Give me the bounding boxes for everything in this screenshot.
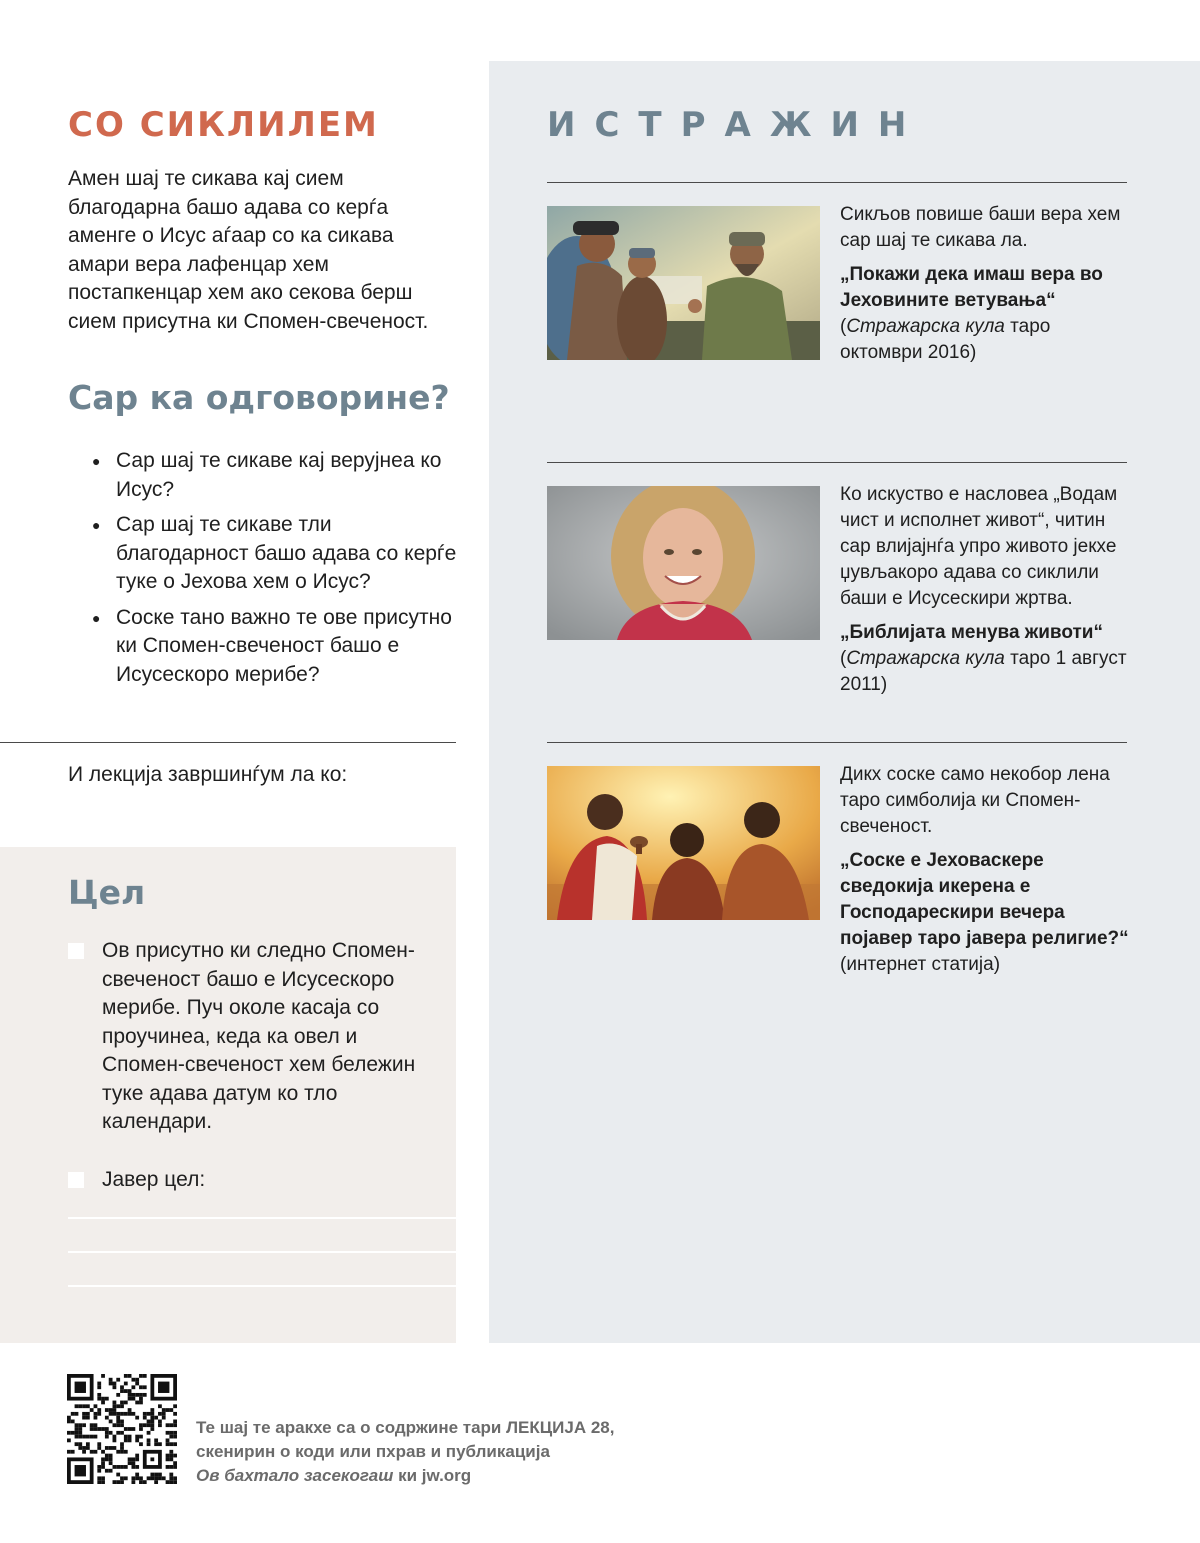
writing-line[interactable] — [68, 1217, 456, 1219]
writing-line[interactable] — [68, 1251, 456, 1253]
reference-title: „Соске е Јеховаскере сведокија икерена е Господарескири вечера појавер таро јавера религие?“ — [840, 850, 1129, 949]
publication-name: Стражарска кула — [846, 316, 1005, 337]
learned-text: Амен шај те сикава кај сием благодарна башо адава со керѓа аменге о Исус аѓаар со ка сикава амари вера лафенцар хем постапкенцар хем ако секова берш сием присутна ки Спомен-свеченост. — [68, 167, 429, 333]
explore-item — [840, 482, 1130, 698]
publication-name: Ов бахтало засекогаш — [196, 1466, 394, 1485]
divider — [547, 462, 1127, 463]
explore-item-reference[interactable]: „Библијата менува животи“ (Стражарска кула таро 1 август 2011) — [840, 622, 1127, 695]
divider — [547, 182, 1127, 183]
explore-item — [840, 762, 1130, 978]
review-title: Сар ка одговорине? — [68, 378, 450, 417]
explore-item-text: Ко искуство е насловеа „Водам чист и исполнет живот“, читин сар влијајнѓа упро живото јекхе џувљакоро адава со сиклили баши е Исусескири жртва. — [840, 484, 1118, 609]
explore-title: ИСТРАЖИН — [547, 105, 926, 145]
reference-date: таро 1 август 2011) — [840, 648, 1127, 695]
qr-code-icon[interactable] — [67, 1374, 177, 1484]
reference-date: таро октомври 2016) — [840, 316, 1051, 363]
goal-item-text: Јавер цел: — [102, 1168, 206, 1191]
explore-item-text: Дикх соске само некобор лена таро симболија ки Спомен-свеченост. — [840, 764, 1110, 837]
reference-title: „Покажи дека имаш вера во Јеховините ветувања“ — [840, 264, 1103, 311]
explore-item-reference[interactable]: „Покажи дека имаш вера во Јеховините ветувања“ (Стражарска кула таро октомври 2016) — [840, 264, 1103, 363]
review-question: ● Сар шај те сикаве тли благодарност башо адава со керѓе туке о Јехова хем о Исус? — [92, 511, 458, 597]
reference-title: „Библијата менува животи“ — [840, 622, 1103, 643]
review-questions — [68, 447, 458, 689]
lords-evening-meal-image — [547, 766, 820, 920]
review-question: ● Соске тано важно те ове присутно ки Спомен-свеченост башо е Исусескоро мерибе? — [92, 604, 458, 690]
divider — [0, 742, 456, 743]
review-question: ● Сар шај те сикаве кај верујнеа ко Исус? — [92, 447, 458, 504]
footer-line — [196, 1464, 614, 1488]
reference-note: (интернет статија) — [840, 954, 1001, 975]
writing-line[interactable] — [68, 1285, 456, 1287]
goal-item-text: Ов присутно ки следно Спомен-свеченост башо е Исусескоро мерибе. Пуч околе касаја со проучинеа, кеда ка овел и Спомен-свеченост хем бележин туке адава датум ко тло календари. — [102, 939, 416, 1133]
goal-checkbox[interactable] — [68, 943, 84, 959]
footer-line: скенирин о коди или пхрав и публикација — [196, 1442, 550, 1461]
goal-title: Цел — [68, 873, 146, 912]
divider — [547, 742, 1127, 743]
explore-item-text: Сикљов повише баши вера хем сар шај те сикава ла. — [840, 204, 1121, 251]
footer-line: Те шај те аракхе са о содржине тари ЛЕКЦИЈА 28, — [196, 1418, 615, 1437]
bible-men-talking-image — [547, 206, 820, 360]
explore-item-reference[interactable] — [840, 848, 1130, 978]
explore-item — [840, 202, 1130, 366]
website-link[interactable]: ки jw.org — [393, 1466, 472, 1485]
learned-title: СО СИКЛИЛЕМ — [68, 105, 379, 145]
completed-label: И лекција завршинѓум ла ко: — [68, 763, 348, 786]
goal-checkbox[interactable] — [68, 1172, 84, 1188]
goal-item — [68, 937, 438, 1137]
footer-note — [196, 1416, 614, 1488]
learned-section — [68, 105, 458, 696]
goal-item — [68, 1166, 438, 1195]
publication-name: Стражарска кула — [846, 648, 1005, 669]
smiling-woman-image — [547, 486, 820, 640]
